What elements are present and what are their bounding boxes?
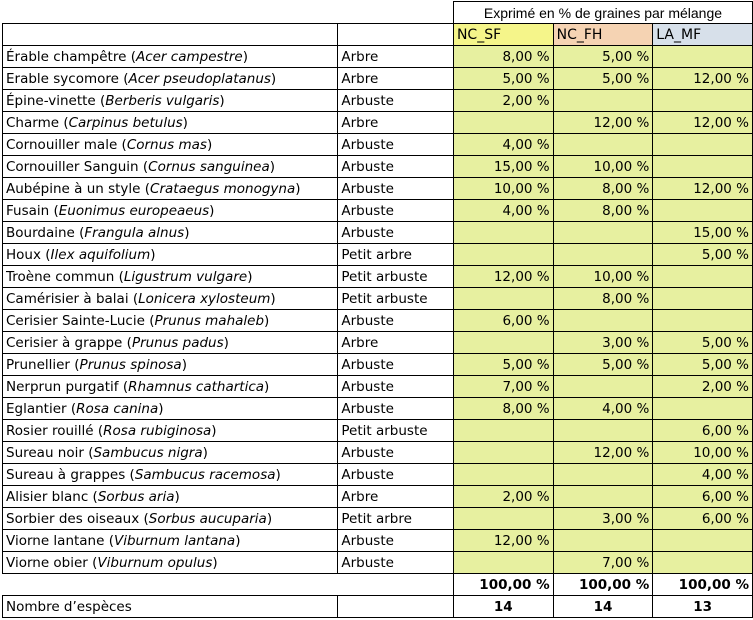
plant-type-cell: Arbuste — [338, 200, 454, 222]
percent-cell: 8,00 % — [553, 288, 653, 310]
percent-cell: 12,00 % — [453, 530, 553, 552]
species-name-cell: Erable sycomore (Acer pseudoplatanus) — [3, 68, 338, 90]
common-name: Sureau à grappes — [6, 466, 126, 483]
species-row — [3, 288, 753, 310]
species-row — [3, 332, 753, 354]
plant-type-cell: Arbuste — [338, 530, 454, 552]
percent-cell: 2,00 % — [453, 486, 553, 508]
percent-cell: 8,00 % — [453, 398, 553, 420]
species-name-cell: Rosier rouillé (Rosa rubiginosa) — [3, 420, 338, 442]
percent-cell: 3,00 % — [553, 332, 653, 354]
latin-name: Acer pseudoplatanus — [128, 70, 271, 87]
common-name: Sorbier des oiseaux — [6, 510, 140, 527]
percent-cell: 5,00 % — [453, 354, 553, 376]
species-row — [3, 420, 753, 442]
percent-cell: 4,00 % — [653, 464, 753, 486]
percent-cell: 5,00 % — [653, 244, 753, 266]
species-name-cell: Nerprun purgatif (Rhamnus cathartica) — [3, 376, 338, 398]
common-name: Cerisier Sainte-Lucie — [6, 312, 145, 329]
percent-cell — [453, 420, 553, 442]
common-name: Charme — [6, 114, 60, 131]
percent-cell: 12,00 % — [653, 112, 753, 134]
percent-cell: 5,00 % — [653, 354, 753, 376]
percent-cell: 2,00 % — [453, 90, 553, 112]
percent-cell: 5,00 % — [553, 68, 653, 90]
species-name-cell: Érable champêtre (Acer campestre) — [3, 46, 338, 68]
percent-cell: 4,00 % — [553, 398, 653, 420]
species-name-cell: Eglantier (Rosa canina) — [3, 398, 338, 420]
species-name-cell: Troène commun (Ligustrum vulgare) — [3, 266, 338, 288]
latin-name: Viburnum opulus — [97, 554, 213, 571]
seed-mix-table — [2, 1, 753, 618]
plant-type-cell: Arbre — [338, 68, 454, 90]
latin-name: Prunus padus — [131, 334, 224, 351]
common-name: Nerprun purgatif — [6, 378, 119, 395]
percent-cell — [653, 288, 753, 310]
plant-type-cell: Arbuste — [338, 354, 454, 376]
species-name-cell: Camérisier à balai (Lonicera xylosteum) — [3, 288, 338, 310]
percent-cell: 8,00 % — [453, 46, 553, 68]
percent-cell: 6,00 % — [653, 508, 753, 530]
percent-cell: 4,00 % — [453, 200, 553, 222]
latin-name: Cornus mas — [126, 136, 207, 153]
species-count-row — [3, 596, 753, 618]
percent-cell: 10,00 % — [553, 266, 653, 288]
mix-header-nc-fh: NC_FH — [553, 24, 653, 46]
common-name: Aubépine à un style — [6, 180, 141, 197]
percent-cell — [553, 134, 653, 156]
percent-cell — [653, 530, 753, 552]
percent-cell — [553, 486, 653, 508]
plant-type-cell: Arbuste — [338, 464, 454, 486]
common-name: Camérisier à balai — [6, 290, 129, 307]
species-name-cell: Aubépine à un style (Crataegus monogyna) — [3, 178, 338, 200]
species-row — [3, 508, 753, 530]
percent-cell: 15,00 % — [653, 222, 753, 244]
percent-cell — [653, 156, 753, 178]
latin-name: Cornus sanguinea — [148, 158, 270, 175]
percent-cell: 8,00 % — [553, 200, 653, 222]
latin-name: Rhamnus cathartica — [128, 378, 265, 395]
percent-cell: 2,00 % — [653, 376, 753, 398]
plant-type-cell: Arbuste — [338, 376, 454, 398]
percent-cell — [553, 244, 653, 266]
common-name: Cornouiller male — [6, 136, 118, 153]
percent-cell — [453, 244, 553, 266]
species-name-cell: Sureau noir (Sambucus nigra) — [3, 442, 338, 464]
percent-cell — [653, 134, 753, 156]
percent-cell — [453, 552, 553, 574]
species-name-cell: Cornouiller Sanguin (Cornus sanguinea) — [3, 156, 338, 178]
species-row — [3, 398, 753, 420]
species-name-cell: Viorne lantane (Viburnum lantana) — [3, 530, 338, 552]
latin-name: Viburnum lantana — [114, 532, 236, 549]
percent-cell: 12,00 % — [553, 442, 653, 464]
percent-cell — [453, 288, 553, 310]
percent-cell: 12,00 % — [553, 112, 653, 134]
plant-type-cell: Arbuste — [338, 442, 454, 464]
percent-cell — [553, 310, 653, 332]
species-row — [3, 178, 753, 200]
totals-row — [3, 574, 753, 596]
percent-cell — [453, 332, 553, 354]
species-row — [3, 46, 753, 68]
species-name-cell: Sorbier des oiseaux (Sorbus aucuparia) — [3, 508, 338, 530]
plant-type-cell: Petit arbre — [338, 244, 454, 266]
common-name: Cerisier à grappe — [6, 334, 123, 351]
species-row — [3, 112, 753, 134]
header-caption: Exprimé en % de graines par mélange — [453, 2, 752, 24]
latin-name: Rosa rubiginosa — [103, 422, 212, 439]
species-name-cell: Cerisier Sainte-Lucie (Prunus mahaleb) — [3, 310, 338, 332]
species-row — [3, 90, 753, 112]
latin-name: Rosa canina — [76, 400, 159, 417]
total-percent-cell: 100,00 % — [453, 574, 553, 596]
species-name-cell: Houx (Ilex aquifolium) — [3, 244, 338, 266]
latin-name: Prunus spinosa — [79, 356, 182, 373]
species-name-cell: Bourdaine (Frangula alnus) — [3, 222, 338, 244]
species-row — [3, 354, 753, 376]
latin-name: Euonimus europeaeus — [58, 202, 210, 219]
latin-name: Ilex aquifolium — [50, 246, 151, 263]
common-name: Troène commun — [6, 268, 115, 285]
percent-cell: 7,00 % — [553, 552, 653, 574]
species-row — [3, 68, 753, 90]
species-row — [3, 156, 753, 178]
species-row — [3, 134, 753, 156]
species-row — [3, 376, 753, 398]
latin-name: Acer campestre — [135, 48, 243, 65]
header-caption-row — [3, 2, 753, 24]
plant-type-cell: Arbuste — [338, 178, 454, 200]
species-row — [3, 222, 753, 244]
header-blank-cell — [3, 2, 338, 24]
latin-name: Crataegus monogyna — [150, 180, 296, 197]
species-name-cell: Alisier blanc (Sorbus aria) — [3, 486, 338, 508]
mix-header-nc-sf: NC_SF — [453, 24, 553, 46]
percent-cell: 10,00 % — [553, 156, 653, 178]
plant-type-cell: Arbuste — [338, 90, 454, 112]
species-count-label: Nombre d’espèces — [3, 596, 338, 618]
plant-type-cell: Arbre — [338, 46, 454, 68]
header-blank-cell — [3, 24, 338, 46]
species-name-cell: Viorne obier (Viburnum opulus) — [3, 552, 338, 574]
common-name: Fusain — [6, 202, 50, 219]
plant-type-cell: Arbuste — [338, 398, 454, 420]
latin-name: Sorbus aucuparia — [148, 510, 267, 527]
percent-cell: 5,00 % — [553, 46, 653, 68]
percent-cell — [653, 46, 753, 68]
percent-cell — [553, 90, 653, 112]
totals-blank-cell — [338, 574, 454, 596]
percent-cell: 12,00 % — [653, 178, 753, 200]
species-count-value: 13 — [653, 596, 753, 618]
percent-cell — [553, 530, 653, 552]
species-count-value: 14 — [553, 596, 653, 618]
percent-cell: 6,00 % — [653, 420, 753, 442]
total-percent-cell: 100,00 % — [553, 574, 653, 596]
percent-cell — [453, 222, 553, 244]
species-name-cell: Fusain (Euonimus europeaeus) — [3, 200, 338, 222]
plant-type-cell: Petit arbuste — [338, 266, 454, 288]
latin-name: Carpinus betulus — [68, 114, 183, 131]
species-row — [3, 552, 753, 574]
percent-cell: 5,00 % — [653, 332, 753, 354]
plant-type-cell: Arbre — [338, 112, 454, 134]
common-name: Épine-vinette — [6, 92, 96, 109]
percent-cell: 4,00 % — [453, 134, 553, 156]
plant-type-cell: Arbuste — [338, 222, 454, 244]
latin-name: Ligustrum vulgare — [123, 268, 248, 285]
percent-cell — [653, 90, 753, 112]
species-row — [3, 200, 753, 222]
common-name: Viorne obier — [6, 554, 88, 571]
species-row — [3, 530, 753, 552]
latin-name: Lonicera xylosteum — [138, 290, 271, 307]
species-count-value: 14 — [453, 596, 553, 618]
latin-name: Frangula alnus — [84, 224, 185, 241]
species-name-cell: Sureau à grappes (Sambucus racemosa) — [3, 464, 338, 486]
latin-name: Berberis vulgaris — [105, 92, 220, 109]
common-name: Bourdaine — [6, 224, 75, 241]
plant-type-cell: Arbuste — [338, 134, 454, 156]
latin-name: Prunus mahaleb — [154, 312, 265, 329]
plant-type-cell: Petit arbre — [338, 508, 454, 530]
species-name-cell: Épine-vinette (Berberis vulgaris) — [3, 90, 338, 112]
percent-cell: 10,00 % — [453, 178, 553, 200]
percent-cell — [653, 398, 753, 420]
percent-cell — [553, 376, 653, 398]
percent-cell: 6,00 % — [653, 486, 753, 508]
common-name: Houx — [6, 246, 41, 263]
plant-type-cell: Petit arbuste — [338, 420, 454, 442]
common-name: Prunellier — [6, 356, 70, 373]
percent-cell: 12,00 % — [453, 266, 553, 288]
percent-cell — [453, 508, 553, 530]
header-blank-cell — [338, 2, 454, 24]
species-name-cell: Cerisier à grappe (Prunus padus) — [3, 332, 338, 354]
percent-cell: 3,00 % — [553, 508, 653, 530]
latin-name: Sorbus aria — [97, 488, 175, 505]
percent-cell: 10,00 % — [653, 442, 753, 464]
species-name-cell: Prunellier (Prunus spinosa) — [3, 354, 338, 376]
percent-cell: 15,00 % — [453, 156, 553, 178]
percent-cell: 8,00 % — [553, 178, 653, 200]
percent-cell — [653, 552, 753, 574]
percent-cell — [653, 266, 753, 288]
common-name: Sureau noir — [6, 444, 84, 461]
common-name: Erable sycomore — [6, 70, 119, 87]
species-row — [3, 486, 753, 508]
latin-name: Sambucus racemosa — [134, 466, 276, 483]
percent-cell — [453, 464, 553, 486]
percent-cell — [553, 222, 653, 244]
percent-cell: 5,00 % — [453, 68, 553, 90]
percent-cell — [553, 420, 653, 442]
percent-cell — [453, 442, 553, 464]
species-row — [3, 310, 753, 332]
plant-type-cell: Arbuste — [338, 552, 454, 574]
species-row — [3, 244, 753, 266]
totals-blank-cell — [3, 574, 338, 596]
percent-cell — [453, 112, 553, 134]
common-name: Alisier blanc — [6, 488, 89, 505]
common-name: Viorne lantane — [6, 532, 105, 549]
percent-cell: 12,00 % — [653, 68, 753, 90]
species-row — [3, 442, 753, 464]
percent-cell: 6,00 % — [453, 310, 553, 332]
species-name-cell: Charme (Carpinus betulus) — [3, 112, 338, 134]
common-name: Érable champêtre — [6, 48, 127, 65]
plant-type-cell: Arbre — [338, 332, 454, 354]
percent-cell: 7,00 % — [453, 376, 553, 398]
species-count-blank — [338, 596, 454, 618]
plant-type-cell: Arbuste — [338, 156, 454, 178]
percent-cell — [653, 200, 753, 222]
species-row — [3, 266, 753, 288]
common-name: Eglantier — [6, 400, 67, 417]
plant-type-cell: Petit arbuste — [338, 288, 454, 310]
species-row — [3, 464, 753, 486]
header-blank-cell — [338, 24, 454, 46]
total-percent-cell: 100,00 % — [653, 574, 753, 596]
percent-cell: 5,00 % — [553, 354, 653, 376]
common-name: Cornouiller Sanguin — [6, 158, 139, 175]
mix-header-la-mf: LA_MF — [653, 24, 753, 46]
plant-type-cell: Arbre — [338, 486, 454, 508]
common-name: Rosier rouillé — [6, 422, 94, 439]
percent-cell — [653, 310, 753, 332]
header-mix-row — [3, 24, 753, 46]
plant-type-cell: Arbuste — [338, 310, 454, 332]
species-name-cell: Cornouiller male (Cornus mas) — [3, 134, 338, 156]
latin-name: Sambucus nigra — [93, 444, 203, 461]
percent-cell — [553, 464, 653, 486]
